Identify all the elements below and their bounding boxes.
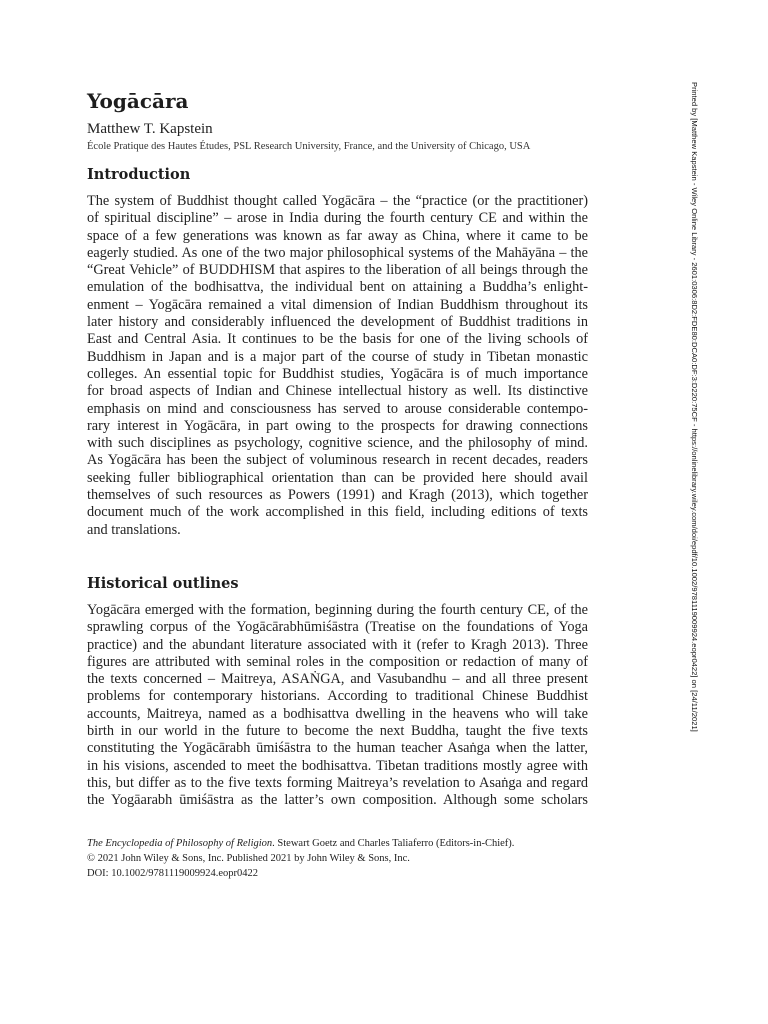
paragraph-line: colleges. An essential topic for Buddhist studies, Yogācāra is of much importance: [87, 365, 588, 382]
paragraph-line: document much of the work accomplished in this field, including editions of texts: [87, 504, 588, 521]
paragraph-line: As Yogācāra has been the subject of voluminous research in recent decades, readers: [87, 452, 588, 469]
paragraph-line: Yogācāra emerged with the formation, beginning during the fourth century CE, of the: [87, 602, 588, 618]
paragraph-line: birth in our world in the future to become the next Buddha, taught the five texts: [87, 723, 588, 740]
paragraph-line: practice) and the abundant literature associated with it (refer to Kragh 2013). Three: [87, 636, 588, 653]
paragraph-line: East and Central Asia. It continues to be the basis for one of the living schools of: [87, 331, 588, 348]
paragraph-line: themselves of such resources as Powers (1991) and Kragh (2013), which together: [87, 487, 588, 504]
paragraph-line: the texts concerned – Maitreya, ASAṄGA, and Vasubandhu – and all three present: [87, 671, 588, 688]
section-heading-historical-outlines: Historical outlines: [87, 575, 239, 592]
paragraph-line: for broad aspects of Indian and Chinese intellectual history as well. Its distinctive: [87, 383, 588, 400]
paragraph-line: problems for contemporary historians. According to traditional Chinese Buddhist: [87, 688, 588, 705]
section-heading-introduction: Introduction: [87, 166, 191, 183]
paragraph-line: “Great Vehicle” of BUDDHISM that aspires to the liberation of all beings through the: [87, 262, 588, 279]
paragraph-line: and translations.: [87, 521, 181, 538]
paragraph-line: the Yogāarabh ūmiśāstra as the latter’s own composition. Although some scholars: [87, 792, 588, 809]
paragraph-line: with such disciplines as psychology, cognitive science, and the philosophy of mind.: [87, 435, 588, 452]
paragraph-line: space of a few generations was known as far away as China, where it came to be: [87, 227, 588, 244]
article-title: Yogācāra: [87, 89, 189, 113]
download-watermark: [684, 82, 700, 822]
paragraph-line: of spiritual discipline” – arose in India during the fourth century CE and within the: [87, 210, 588, 227]
page-footer: [87, 836, 607, 881]
paragraph-line: emphasis on mind and consciousness has served to arouse considerable contempo-: [87, 400, 588, 417]
paragraph-line: emulation of the bodhisattva, the individual bent on attaining a Buddha’s enlight-: [87, 279, 588, 296]
paragraph-line: figures are attributed with seminal roles in the composition or redaction of many of: [87, 653, 588, 670]
download-watermark-text: Printed by [Matthew Kapstein - Wiley Online Library - 2601:0306:8D2:FDE80:DCA0:DF:3:D220:75CF - https://onlinelibrary.wiley.com/doi/epdf/10.1002/9781119009924.eopr0422] on [24/11/2021]: [690, 82, 699, 732]
paragraph-line: rary interest in Yogācāra, in part owing to the prospects for drawing connections: [87, 417, 588, 434]
paragraph-line: later history and considerably influenced the development of Buddhist traditions in: [87, 314, 588, 331]
paragraph-line: The system of Buddhist thought called Yogācāra – the “practice (or the practitioner): [87, 193, 588, 209]
paragraph-line: in his visions, ascended to meet the bodhisattva. Tibetan traditions mostly agree with: [87, 757, 588, 774]
doi-line: DOI: 10.1002/9781119009924.eopr0422: [87, 868, 258, 879]
citation-line: [87, 836, 607, 851]
author-affiliation: École Pratique des Hautes Études, PSL Research University, France, and the University of Chicago, USA: [87, 141, 531, 152]
paragraph-line: eagerly studied. As one of the two major philosophical systems of the Mahāyāna – the: [87, 244, 588, 261]
paragraph-line: sprawling corpus of the Yogācārabhūmiśāstra (Treatise on the foundations of Yoga: [87, 619, 588, 636]
introduction-paragraph: [87, 193, 588, 539]
historical-outlines-paragraph: [87, 602, 588, 810]
encyclopedia-title: The Encyclopedia of Philosophy of Religion: [87, 838, 273, 849]
author-name: Matthew T. Kapstein: [87, 121, 213, 137]
paragraph-line: this, but differ as to the five texts forming Maitreya’s revelation to Asaṅga and regard: [87, 774, 588, 791]
paragraph-line: seeking fuller bibliographical orientation than can be provided here should avail: [87, 469, 588, 486]
copyright-line: © 2021 John Wiley & Sons, Inc. Published 2021 by John Wiley & Sons, Inc.: [87, 853, 410, 864]
editors-text: . Stewart Goetz and Charles Taliaferro (Editors-in-Chief).: [272, 838, 515, 849]
paragraph-line: constituting the Yogācārabh ūmiśāstra to the human teacher Asaṅga when the latter,: [87, 740, 588, 757]
paragraph-line: enment – Yogācāra remained a vital dimension of Indian Buddhism throughout its: [87, 296, 588, 313]
paragraph-line: accounts, Maitreya, named as a bodhisattva dwelling in the heavens who will take: [87, 705, 588, 722]
paragraph-line: Buddhism in Japan and is a major part of the course of study in Tibetan monastic: [87, 348, 588, 365]
